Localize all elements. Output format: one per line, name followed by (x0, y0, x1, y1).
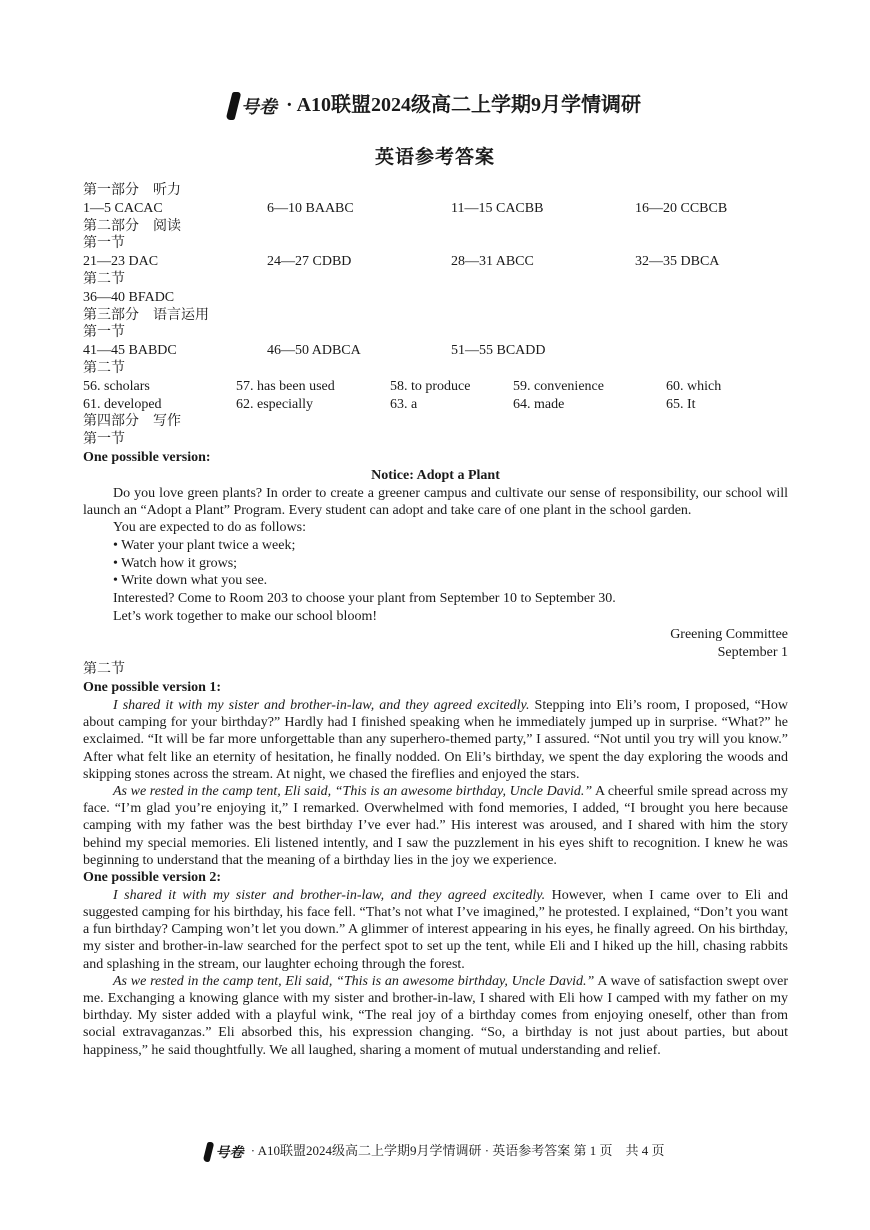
fill-answer: 62. especially (236, 396, 313, 412)
notice-date: September 1 (717, 644, 788, 660)
answer-group: 46—50 ADBCA (267, 343, 361, 359)
part2-section1-label: 第一节 (83, 236, 125, 252)
footer-text: · A10联盟2024级高二上学期9月学情调研 · 英语参考答案 第 1 页 共 4 页 (250, 1143, 665, 1158)
paragraph-text: However, when I came over to Eli and suggested camping for his birthday, his face fell. “That’s not what I’ve imagined,” he protested. I explained, “Don’t you want a fun birthday? Camping won’t let you down.” A glimmer of interest appearing in his eyes, he finally agreed. On his birthday, my sister and brother-in-law searched for the perfect spot to set up the tent, while Eli and I hiked up the hill, chasing rabbits and splashing in the stream, our laughter echoing through the forest. (83, 887, 788, 972)
part2-title: 第二部分 阅读 (83, 218, 181, 234)
answer-group: 6—10 BAABC (267, 200, 354, 216)
fill-answer: 63. a (390, 396, 418, 412)
brush-stroke-icon (225, 92, 241, 120)
brush-stroke-icon (203, 1142, 215, 1162)
document-header (0, 88, 870, 120)
fill-answer: 57. has been used (236, 378, 335, 394)
part1-answers (83, 200, 788, 218)
fill-answer: 59. convenience (513, 378, 604, 394)
part2-section2-label: 第二节 (83, 271, 125, 287)
paragraph-text: Stepping into Eli’s room, I proposed, “How about camping for your birthday?” Hardly had I finished speaking when he immediately jumped up in surprise. “What?” he exclaimed. “It will be far more unforgettable than any superhero-themed party,” I assured. “Not until you try will you know.” After what felt like an eternity of hesitation, he finally nodded. On Eli’s birthday, we spent the day exploring the woods and skipping stones across the stream. At night, we chased the fireflies and enjoyed the stars. (83, 697, 789, 782)
notice-bullet: • Water your plant twice a week; (113, 537, 296, 553)
footer-logo-text: 号卷 (215, 1145, 244, 1162)
answer-group: 21—23 DAC (83, 254, 159, 270)
notice-signature: Greening Committee (670, 626, 788, 642)
version2-paragraph1 (83, 887, 788, 973)
document-title: A10联盟2024级高二上学期9月学情调研 (296, 94, 642, 116)
part2-section2-answers: 36—40 BFADC (83, 289, 175, 305)
fill-answer: 56. scholars (83, 378, 150, 394)
notice-bullet: • Watch how it grows; (113, 555, 238, 571)
paragraph-text: A cheerful smile spread across my face. “I’m glad you’re enjoying it,” I remarked. Overwhelmed with fond memories, I added, “I brought you here because camping with my father was the best birthday I’ve ever had.” His interest was aroused, and I shared with him the story behind my special memories. Eli listened intently, and I saw the puzzlement in his eyes shift to recognition. I knew he was beginning to understand that the meaning of a birthday lies in the joy we experience. (83, 783, 788, 868)
brand-logo (229, 92, 277, 120)
answer-group: 41—45 BABDC (83, 343, 177, 359)
answer-group: 1—5 CACAC (83, 200, 163, 216)
answer-group: 24—27 CDBD (267, 254, 352, 270)
answer-group: 11—15 CACBB (451, 200, 544, 216)
part3-section2-label: 第二节 (83, 360, 125, 376)
given-opening-sentence: I shared it with my sister and brother-in-law, and they agreed excitedly. (113, 887, 546, 903)
version-label: One possible version: (83, 449, 211, 465)
paragraph-text: A wave of satisfaction swept over me. Exchanging a knowing glance with my sister and brother-in-law, I shared with Eli how I camped with my father on my birthday. My sister added with a playful wink, “The real joy of a birthday comes from enjoying oneself, other than from social extravaganzas.” Eli absorbed this, his expression changing. “So, a birthday is not just about parties, but about happiness,” he said thoughtfully. We all laughed, sharing a moment of mutual understanding and relief. (83, 973, 789, 1058)
notice-paragraph: Do you love green plants? In order to create a greener campus and cultivate our sense of responsibility, our school will launch an “Adopt a Plant” Program. Every student can adopt and take care of one plant in the school garden. (83, 485, 788, 518)
version1-paragraph2 (83, 783, 788, 869)
given-opening-sentence: I shared it with my sister and brother-in-law, and they agreed excitedly. (113, 697, 530, 713)
notice-line: Let’s work together to make our school bloom! (113, 608, 377, 624)
version2-label: One possible version 2: (83, 869, 222, 885)
part4-section1-label: 第一节 (83, 432, 125, 448)
notice-line: Interested? Come to Room 203 to choose your plant from September 10 to September 30. (113, 591, 616, 607)
answer-content (83, 182, 788, 1059)
page-footer (0, 1140, 870, 1162)
part3-section1-answers (83, 342, 788, 360)
notice-line: You are expected to do as follows: (113, 519, 306, 535)
version1-label: One possible version 1: (83, 680, 222, 696)
version1-paragraph1 (83, 697, 788, 783)
part4-section2-label: 第二节 (83, 662, 125, 678)
answer-group: 16—20 CCBCB (635, 200, 728, 216)
version2-paragraph2 (83, 973, 788, 1059)
footer-logo (205, 1142, 243, 1162)
part3-section1-label: 第一节 (83, 325, 125, 341)
part3-section2-row1 (83, 378, 788, 396)
fill-answer: 65. It (666, 396, 696, 412)
fill-answer: 64. made (513, 396, 565, 412)
part3-section2-row2 (83, 396, 788, 414)
part2-section1-answers (83, 253, 788, 271)
logo-text: 号卷 (240, 97, 277, 119)
fill-answer: 60. which (666, 378, 722, 394)
answer-group: 32—35 DBCA (635, 254, 720, 270)
given-opening-sentence: As we rested in the camp tent, Eli said, “This is an awesome birthday, Uncle David.” (113, 783, 593, 799)
header-separator: · (285, 94, 293, 116)
part4-title: 第四部分 写作 (83, 414, 181, 430)
part1-title: 第一部分 听力 (83, 183, 181, 198)
notice-bullet: • Write down what you see. (113, 573, 268, 589)
document-subtitle: 英语参考答案 (374, 147, 495, 168)
fill-answer: 58. to produce (390, 378, 471, 394)
notice-title: Notice: Adopt a Plant (371, 467, 500, 483)
part3-title: 第三部分 语言运用 (83, 307, 209, 323)
answer-group: 28—31 ABCC (451, 254, 534, 270)
fill-answer: 61. developed (83, 396, 162, 412)
given-opening-sentence: As we rested in the camp tent, Eli said, “This is an awesome birthday, Uncle David.” (113, 973, 595, 989)
answer-group: 51—55 BCADD (451, 343, 546, 359)
